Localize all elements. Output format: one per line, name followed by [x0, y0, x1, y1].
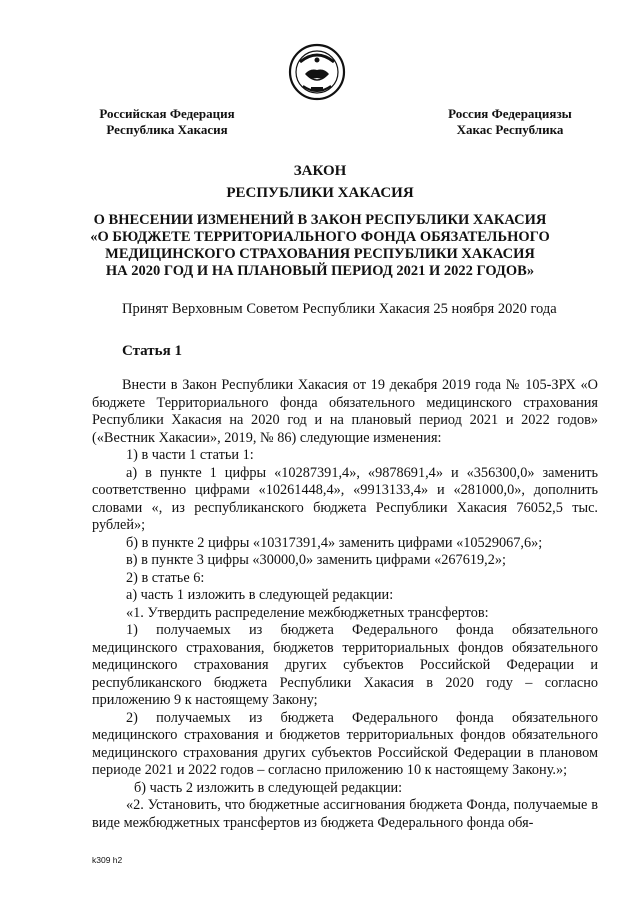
document-title: [0, 160, 640, 204]
header-khakas-language: [430, 106, 590, 138]
adoption-statement: Принят Верховным Советом Республики Хакасия 25 ноября 2020 года: [122, 301, 557, 317]
paragraph: 2) получаемых из бюджета Федерального фонда обязательного медицинского страхования и бюджетов территориальных фондов обязательного медицинского страхования других субъектов Российской Федерации в плановом периоде 2021 и 2022 годов – согласно приложению 10 к настоящему Закону.»;: [92, 709, 598, 778]
paragraph: 1) получаемых из бюджета Федерального фонда обязательного медицинского страхования, бюджетов территориальных фондов обязательного медицинского страхования других субъектов Российской Федерации и республиканского бюджета Республики Хакасия в 2020 году – согласно приложению 9 к настоящему Закону;: [92, 622, 598, 708]
subtitle-line4: НА 2020 ГОД И НА ПЛАНОВЫЙ ПЕРИОД 2021 И 2022 ГОДОВ»: [105, 263, 535, 279]
header-right-line1: Россия Федерациязы: [448, 106, 572, 121]
paragraph: а) часть 1 изложить в следующей редакции:: [126, 587, 394, 603]
article-heading: Статья 1: [122, 343, 182, 359]
paragraph: б) в пункте 2 цифры «10317391,4» заменить цифрами «10529067,6»;: [126, 534, 543, 551]
footer-code: k309 h2: [92, 855, 123, 865]
paragraph: 1) в части 1 статьи 1:: [126, 447, 254, 463]
subtitle-line1: О ВНЕСЕНИИ ИЗМЕНЕНИЙ В ЗАКОН РЕСПУБЛИКИ ХАКАСИЯ: [93, 212, 547, 228]
subtitle-line3: МЕДИЦИНСКОГО СТРАХОВАНИЯ РЕСПУБЛИКИ ХАКАСИЯ: [105, 246, 535, 262]
title-line1: ЗАКОН: [293, 163, 347, 179]
article-body: [92, 377, 598, 832]
document-subtitle: [0, 212, 640, 280]
paragraph: б) часть 2 изложить в следующей редакции:: [134, 779, 403, 796]
paragraph: «1. Утвердить распределение межбюджетных трансфертов:: [126, 604, 489, 621]
header-russian-federation: [92, 106, 242, 138]
paragraph: Внести в Закон Республики Хакасия от 19 декабря 2019 года № 105-ЗРХ «О бюджете Территориального фонда обязательного медицинского страхования Республики Хакасия на 2020 год и на плановый период 2021 и 2022 годов» («Вестник Хакасии», 2019, № 86) следующие изменения:: [92, 377, 598, 446]
subtitle-line2: «О БЮДЖЕТЕ ТЕРРИТОРИАЛЬНОГО ФОНДА ОБЯЗАТЕЛЬНОГО: [90, 229, 550, 245]
paragraph: в) в пункте 3 цифры «30000,0» заменить цифрами «267619,2»;: [126, 552, 506, 568]
header-left-line2: Республика Хакасия: [106, 122, 228, 137]
coat-of-arms-icon: [286, 40, 348, 102]
paragraph: а) в пункте 1 цифры «10287391,4», «9878691,4» и «356300,0» заменить соответственно цифрами «10261448,4», «9913133,4» и «281000,0», дополнить словами «, из республиканского бюджета Республики Хакасия 76052,5 тыс. рублей»;: [92, 464, 598, 533]
paragraph: «2. Установить, что бюджетные ассигнования бюджета Фонда, получаемые в виде межбюджетных трансфертов из бюджета Федерального фонда обя-: [92, 797, 598, 831]
header-right-line2: Хакас Республика: [456, 122, 564, 137]
title-line2: РЕСПУБЛИКИ ХАКАСИЯ: [226, 185, 414, 201]
header-left-line1: Российская Федерация: [99, 106, 235, 121]
paragraph: 2) в статье 6:: [126, 569, 205, 586]
